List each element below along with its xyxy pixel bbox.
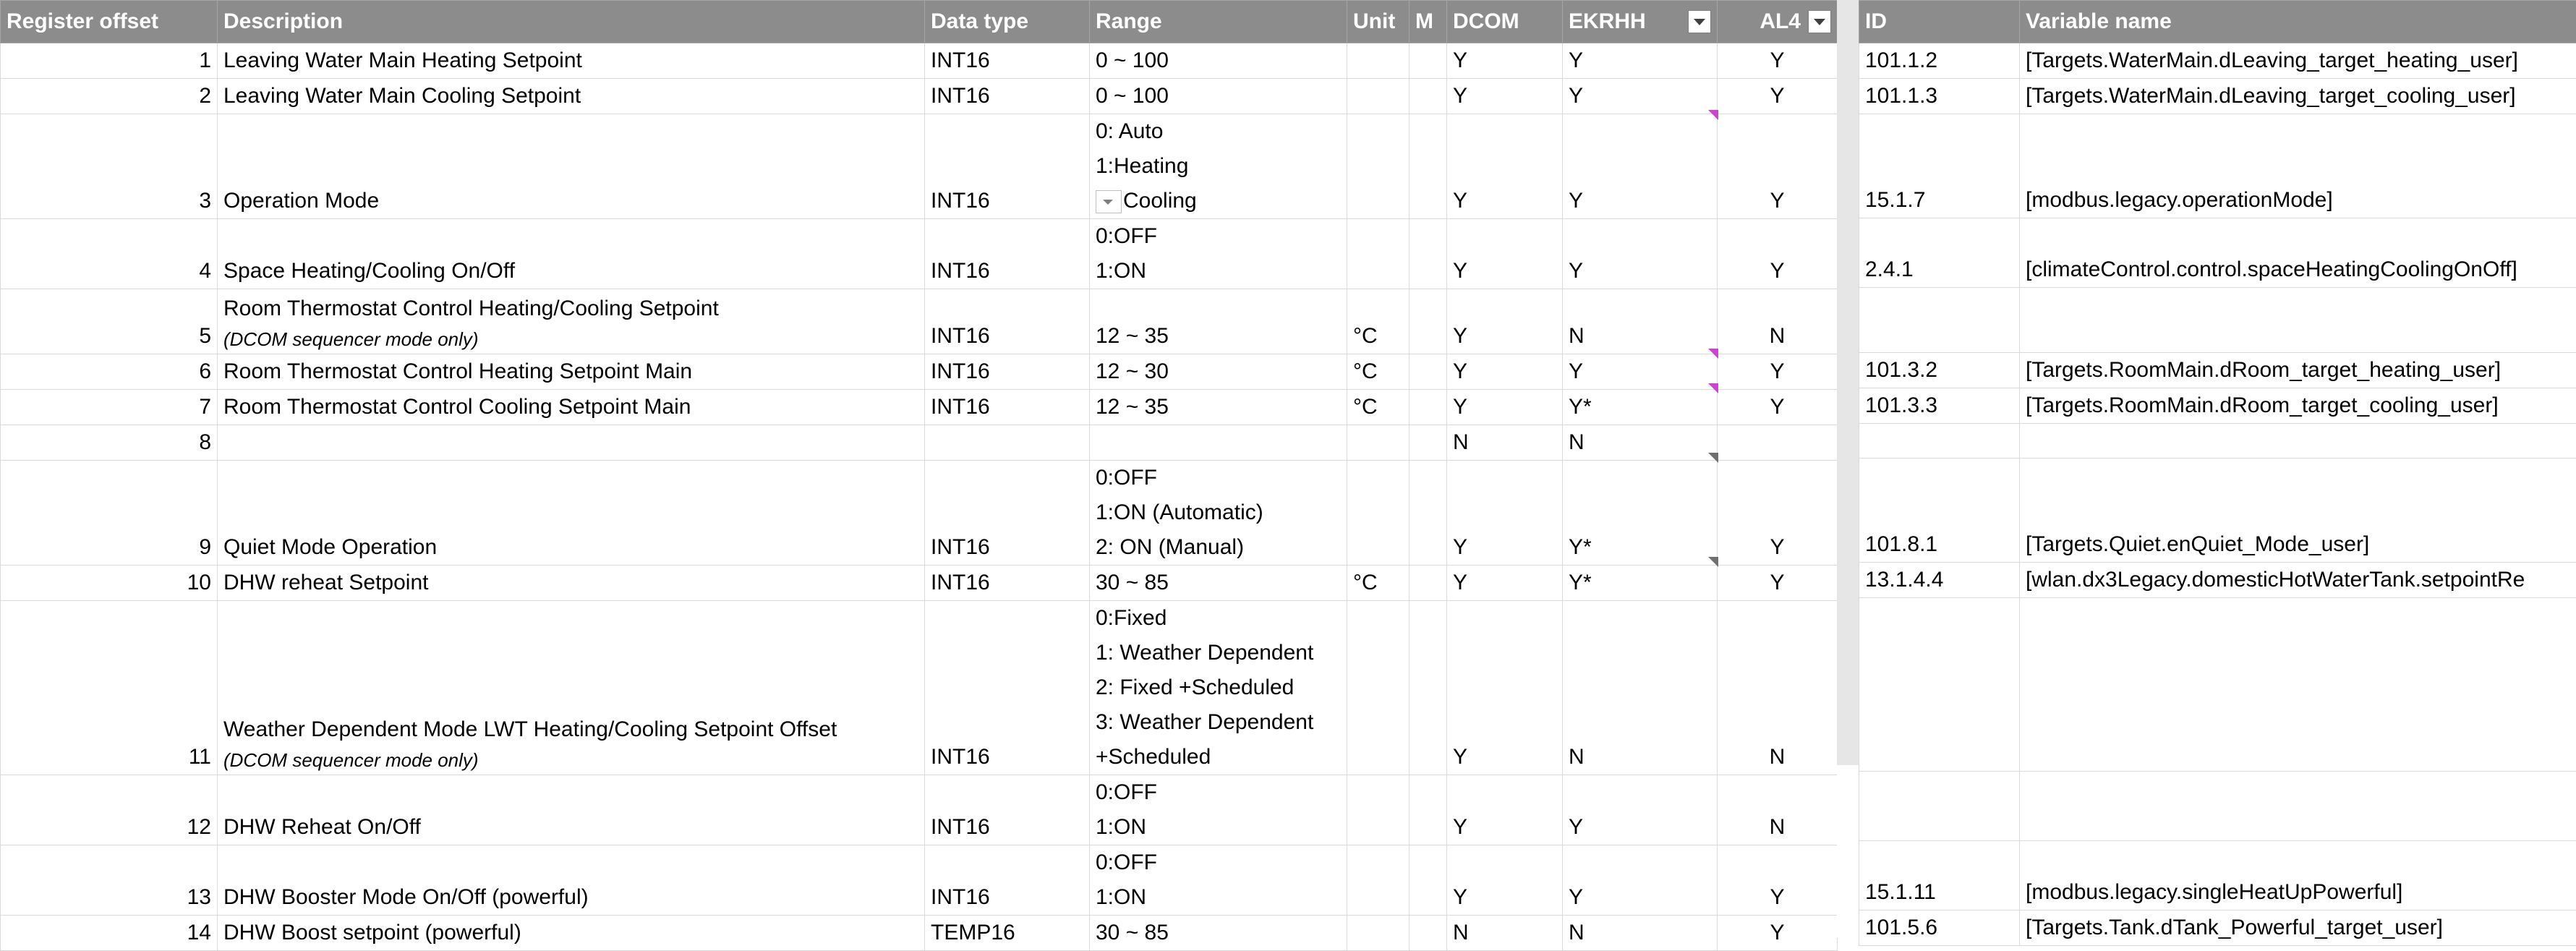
cell-register-offset[interactable]: 13: [1, 845, 218, 916]
filter-dropdown-icon[interactable]: [1808, 10, 1831, 33]
header-row: [1859, 1, 2576, 43]
cell-variable-name[interactable]: [Targets.RoomMain.dRoom_target_cooling_user]: [2020, 388, 2576, 424]
cell-register-offset[interactable]: 11: [1, 601, 218, 775]
table-row: [1, 916, 1838, 951]
cell-register-offset[interactable]: 5: [1, 289, 218, 354]
cell-range[interactable]: [1090, 916, 1347, 951]
cell-range[interactable]: [1090, 79, 1347, 114]
cell-al4[interactable]: Y: [1718, 390, 1838, 425]
cell-m[interactable]: [1409, 845, 1447, 916]
table-row: [1859, 43, 2576, 79]
cell-unit[interactable]: °C: [1347, 354, 1409, 390]
cell-id[interactable]: 101.8.1: [1859, 459, 2020, 563]
cell-id[interactable]: 101.5.6: [1859, 911, 2020, 946]
filter-dropdown-icon[interactable]: [1688, 10, 1711, 33]
cell-variable-name[interactable]: [modbus.legacy.operationMode]: [2020, 114, 2576, 218]
range-line: 2: ON (Manual): [1096, 530, 1341, 565]
cell-dropdown-icon[interactable]: [1096, 190, 1122, 213]
table-row: [1859, 459, 2576, 563]
cell-unit[interactable]: [1347, 114, 1409, 219]
cell-variable-name[interactable]: [2020, 598, 2576, 772]
table-row: [1859, 598, 2576, 772]
cell-variable-name[interactable]: [2020, 424, 2576, 459]
cell-data-type[interactable]: INT16: [925, 43, 1090, 79]
cell-ekrhh[interactable]: N: [1563, 289, 1718, 354]
cell-id[interactable]: [1859, 772, 2020, 841]
cell-data-type[interactable]: INT16: [925, 461, 1090, 566]
cell-description[interactable]: Leaving Water Main Cooling Setpoint: [218, 79, 925, 114]
cell-description[interactable]: Space Heating/Cooling On/Off: [218, 219, 925, 289]
table-row: [1, 43, 1838, 79]
cell-unit[interactable]: [1347, 775, 1409, 845]
cell-ekrhh[interactable]: Y*: [1563, 566, 1718, 601]
comment-indicator[interactable]: [1708, 110, 1718, 120]
cell-ekrhh[interactable]: Y*: [1563, 461, 1718, 566]
comment-indicator[interactable]: [1708, 383, 1718, 393]
range-line: +Scheduled: [1096, 740, 1341, 775]
table-row: [1, 114, 1838, 219]
cell-variable-name[interactable]: [Targets.WaterMain.dLeaving_target_cooling_user]: [2020, 79, 2576, 114]
range-line-text: Cooling: [1123, 189, 1197, 213]
cell-variable-name[interactable]: [2020, 772, 2576, 841]
table-row: [1, 845, 1838, 916]
cell-dcom[interactable]: Y: [1447, 219, 1563, 289]
cell-register-offset[interactable]: 12: [1, 775, 218, 845]
table-row: [1, 390, 1838, 425]
cell-id[interactable]: 15.1.11: [1859, 841, 2020, 911]
cell-description[interactable]: DHW Boost setpoint (powerful): [218, 916, 925, 951]
cell-register-offset[interactable]: 3: [1, 114, 218, 219]
cell-dcom[interactable]: N: [1447, 916, 1563, 951]
cell-m[interactable]: [1409, 916, 1447, 951]
table-row: [1859, 288, 2576, 353]
cell-unit[interactable]: [1347, 79, 1409, 114]
cell-description[interactable]: Room Thermostat Control Cooling Setpoint Main: [218, 390, 925, 425]
table-row: [1859, 841, 2576, 911]
table-row: [1859, 911, 2576, 946]
header-row: [1, 1, 1838, 43]
table-row: [1, 425, 1838, 461]
cell-range[interactable]: [1090, 354, 1347, 390]
table-row: [1859, 424, 2576, 459]
table-row: [1, 219, 1838, 289]
cell-range[interactable]: [1090, 219, 1347, 289]
cell-description[interactable]: DHW Reheat On/Off: [218, 775, 925, 845]
range-line: 12 ~ 35: [1096, 390, 1341, 425]
cell-unit[interactable]: [1347, 461, 1409, 566]
table-row: [1859, 353, 2576, 388]
cell-variable-name[interactable]: [climateControl.control.spaceHeatingCoolingOnOff]: [2020, 218, 2576, 288]
table-row: [1, 566, 1838, 601]
hidden-columns-gap: [1837, 0, 1859, 765]
range-line: 1:Heating: [1096, 149, 1341, 184]
cell-range[interactable]: [1090, 289, 1347, 354]
col-header-data-type[interactable]: Data type: [925, 1, 1090, 43]
cell-dcom[interactable]: Y: [1447, 566, 1563, 601]
range-line: 12 ~ 35: [1096, 319, 1341, 354]
cell-description[interactable]: DHW Booster Mode On/Off (powerful): [218, 845, 925, 916]
cell-unit[interactable]: °C: [1347, 566, 1409, 601]
cell-data-type[interactable]: INT16: [925, 79, 1090, 114]
table-row: [1, 775, 1838, 845]
cell-range[interactable]: [1090, 775, 1347, 845]
cell-variable-name[interactable]: [Targets.RoomMain.dRoom_target_heating_user]: [2020, 353, 2576, 388]
range-line: 1:ON (Automatic): [1096, 495, 1341, 530]
description-text: Weather Dependent Mode LWT Heating/Cooling Setpoint Offset: [223, 714, 918, 746]
cell-m[interactable]: [1409, 566, 1447, 601]
cell-m[interactable]: [1409, 114, 1447, 219]
range-line: 0:OFF: [1096, 845, 1341, 880]
cell-data-type[interactable]: INT16: [925, 114, 1090, 219]
cell-data-type[interactable]: INT16: [925, 289, 1090, 354]
cell-dcom[interactable]: Y: [1447, 289, 1563, 354]
al4-label: AL4: [1723, 4, 1801, 39]
cell-al4[interactable]: Y: [1718, 845, 1838, 916]
cell-variable-name[interactable]: [wlan.dx3Legacy.domesticHotWaterTank.setpointRe: [2020, 563, 2576, 598]
range-line: 30 ~ 85: [1096, 566, 1341, 600]
cell-id[interactable]: 101.1.2: [1859, 43, 2020, 79]
range-line: 2: Fixed +Scheduled: [1096, 670, 1341, 705]
cell-m[interactable]: [1409, 425, 1447, 461]
col-header-al4[interactable]: [1718, 1, 1838, 43]
table-row: [1859, 79, 2576, 114]
cell-ekrhh[interactable]: Y: [1563, 79, 1718, 114]
cell-id[interactable]: 101.1.3: [1859, 79, 2020, 114]
cell-register-offset[interactable]: 14: [1, 916, 218, 951]
cell-dcom[interactable]: N: [1447, 425, 1563, 461]
table-row: [1, 461, 1838, 566]
cell-dcom[interactable]: Y: [1447, 461, 1563, 566]
cell-dcom[interactable]: Y: [1447, 390, 1563, 425]
cell-id[interactable]: 2.4.1: [1859, 218, 2020, 288]
table-row: [1, 601, 1838, 775]
cell-data-type[interactable]: INT16: [925, 775, 1090, 845]
cell-range[interactable]: [1090, 114, 1347, 219]
cell-data-type[interactable]: INT16: [925, 566, 1090, 601]
cell-ekrhh[interactable]: N: [1563, 425, 1718, 461]
range-line: 0 ~ 100: [1096, 79, 1341, 114]
cell-data-type[interactable]: INT16: [925, 601, 1090, 775]
cell-m[interactable]: [1409, 601, 1447, 775]
cell-register-offset[interactable]: 4: [1, 219, 218, 289]
cell-id[interactable]: 15.1.7: [1859, 114, 2020, 218]
cell-id[interactable]: [1859, 424, 2020, 459]
cell-al4[interactable]: Y: [1718, 916, 1838, 951]
cell-ekrhh[interactable]: Y: [1563, 114, 1718, 219]
table-row: [1859, 218, 2576, 288]
table-row: [1859, 388, 2576, 424]
cell-m[interactable]: [1409, 79, 1447, 114]
table-row: [1, 289, 1838, 354]
cell-ekrhh[interactable]: Y*: [1563, 390, 1718, 425]
cell-al4[interactable]: N: [1718, 289, 1838, 354]
cell-unit[interactable]: °C: [1347, 390, 1409, 425]
cell-ekrhh[interactable]: N: [1563, 916, 1718, 951]
range-line: 0: Auto: [1096, 114, 1341, 149]
table-row: [1859, 772, 2576, 841]
cell-unit[interactable]: [1347, 219, 1409, 289]
cell-register-offset[interactable]: 7: [1, 390, 218, 425]
cell-data-type[interactable]: INT16: [925, 390, 1090, 425]
cell-register-offset[interactable]: 8: [1, 425, 218, 461]
cell-description[interactable]: DHW reheat Setpoint: [218, 566, 925, 601]
cell-data-type[interactable]: INT16: [925, 845, 1090, 916]
range-line: 30 ~ 85: [1096, 916, 1341, 950]
cell-m[interactable]: [1409, 461, 1447, 566]
col-header-unit[interactable]: Unit: [1347, 1, 1409, 43]
cell-data-type[interactable]: INT16: [925, 354, 1090, 390]
table-row: [1, 79, 1838, 114]
cell-m[interactable]: [1409, 390, 1447, 425]
cell-dcom[interactable]: Y: [1447, 354, 1563, 390]
cell-range[interactable]: [1090, 461, 1347, 566]
cell-register-offset[interactable]: 2: [1, 79, 218, 114]
table-row: [1, 354, 1838, 390]
cell-range[interactable]: [1090, 845, 1347, 916]
table-row: [1859, 114, 2576, 218]
col-header-dcom[interactable]: DCOM: [1447, 1, 1563, 43]
cell-unit[interactable]: [1347, 43, 1409, 79]
cell-data-type[interactable]: [925, 425, 1090, 461]
description-note: (DCOM sequencer mode only): [223, 746, 918, 775]
cell-register-offset[interactable]: 10: [1, 566, 218, 601]
cell-variable-name[interactable]: [Targets.WaterMain.dLeaving_target_heating_user]: [2020, 43, 2576, 79]
range-line: 0:Fixed: [1096, 601, 1341, 636]
cell-al4[interactable]: Y: [1718, 43, 1838, 79]
cell-dcom[interactable]: Y: [1447, 43, 1563, 79]
variable-table: [1859, 0, 2576, 946]
cell-dcom[interactable]: Y: [1447, 775, 1563, 845]
cell-al4[interactable]: Y: [1718, 219, 1838, 289]
range-line: 3: Weather Dependent: [1096, 705, 1341, 740]
cell-description[interactable]: [218, 289, 925, 354]
cell-m[interactable]: [1409, 289, 1447, 354]
cell-al4[interactable]: N: [1718, 775, 1838, 845]
cell-al4[interactable]: Y: [1718, 566, 1838, 601]
description-text: Room Thermostat Control Heating/Cooling Setpoint: [223, 293, 918, 325]
cell-unit[interactable]: [1347, 601, 1409, 775]
cell-description[interactable]: Leaving Water Main Heating Setpoint: [218, 43, 925, 79]
description-note: (DCOM sequencer mode only): [223, 325, 918, 354]
range-line: 1: Weather Dependent: [1096, 636, 1341, 670]
cell-unit[interactable]: °C: [1347, 289, 1409, 354]
cell-al4[interactable]: Y: [1718, 461, 1838, 566]
cell-unit[interactable]: [1347, 845, 1409, 916]
cell-description[interactable]: Operation Mode: [218, 114, 925, 219]
col-header-m[interactable]: M: [1409, 1, 1447, 43]
range-line: [1096, 184, 1341, 218]
cell-range[interactable]: [1090, 43, 1347, 79]
cell-ekrhh[interactable]: Y: [1563, 219, 1718, 289]
cell-m[interactable]: [1409, 775, 1447, 845]
cell-dcom[interactable]: Y: [1447, 845, 1563, 916]
col-header-register-offset[interactable]: Register offset: [1, 1, 218, 43]
cell-variable-name[interactable]: [2020, 288, 2576, 353]
cell-description[interactable]: [218, 425, 925, 461]
cell-ekrhh[interactable]: Y: [1563, 775, 1718, 845]
comment-indicator[interactable]: [1708, 453, 1718, 463]
cell-dcom[interactable]: Y: [1447, 601, 1563, 775]
comment-indicator[interactable]: [1708, 349, 1718, 359]
range-line: 0:OFF: [1096, 775, 1341, 810]
range-line: 1:ON: [1096, 810, 1341, 845]
cell-variable-name[interactable]: [Targets.Tank.dTank_Powerful_target_user]: [2020, 911, 2576, 946]
range-line: 12 ~ 30: [1096, 354, 1341, 389]
cell-id[interactable]: 101.3.3: [1859, 388, 2020, 424]
range-line: 1:ON: [1096, 254, 1341, 289]
col-header-range[interactable]: Range: [1090, 1, 1347, 43]
cell-m[interactable]: [1409, 354, 1447, 390]
cell-ekrhh[interactable]: Y: [1563, 845, 1718, 916]
cell-al4[interactable]: N: [1718, 601, 1838, 775]
cell-data-type[interactable]: TEMP16: [925, 916, 1090, 951]
cell-id[interactable]: [1859, 598, 2020, 772]
cell-dcom[interactable]: Y: [1447, 79, 1563, 114]
cell-ekrhh[interactable]: N: [1563, 601, 1718, 775]
cell-description[interactable]: Quiet Mode Operation: [218, 461, 925, 566]
ekrhh-label: EKRHH: [1569, 4, 1646, 39]
range-line: 1:ON: [1096, 880, 1341, 915]
cell-range[interactable]: [1090, 390, 1347, 425]
cell-variable-name[interactable]: [Targets.Quiet.enQuiet_Mode_user]: [2020, 459, 2576, 563]
cell-al4[interactable]: Y: [1718, 79, 1838, 114]
cell-id[interactable]: 101.3.2: [1859, 353, 2020, 388]
cell-range[interactable]: [1090, 601, 1347, 775]
cell-range[interactable]: [1090, 566, 1347, 601]
cell-id[interactable]: 13.1.4.4: [1859, 563, 2020, 598]
cell-m[interactable]: [1409, 219, 1447, 289]
cell-unit[interactable]: [1347, 916, 1409, 951]
blank-gap: [1837, 765, 1859, 938]
cell-id[interactable]: [1859, 288, 2020, 353]
cell-al4[interactable]: [1718, 425, 1838, 461]
cell-description[interactable]: [218, 601, 925, 775]
col-header-description[interactable]: Description: [218, 1, 925, 43]
cell-data-type[interactable]: INT16: [925, 219, 1090, 289]
table-row: [1859, 563, 2576, 598]
cell-unit[interactable]: [1347, 425, 1409, 461]
cell-register-offset[interactable]: 6: [1, 354, 218, 390]
range-line: 0:OFF: [1096, 461, 1341, 495]
col-header-id[interactable]: ID: [1859, 1, 2020, 43]
col-header-variable-name[interactable]: Variable name: [2020, 1, 2576, 43]
cell-description[interactable]: Room Thermostat Control Heating Setpoint Main: [218, 354, 925, 390]
range-line: 0 ~ 100: [1096, 43, 1341, 78]
col-header-ekrhh[interactable]: [1563, 1, 1718, 43]
comment-indicator[interactable]: [1708, 557, 1718, 567]
cell-ekrhh[interactable]: Y: [1563, 354, 1718, 390]
cell-m[interactable]: [1409, 43, 1447, 79]
cell-range[interactable]: [1090, 425, 1347, 461]
cell-ekrhh[interactable]: Y: [1563, 43, 1718, 79]
cell-register-offset[interactable]: 9: [1, 461, 218, 566]
cell-register-offset[interactable]: 1: [1, 43, 218, 79]
cell-al4[interactable]: Y: [1718, 114, 1838, 219]
cell-variable-name[interactable]: [modbus.legacy.singleHeatUpPowerful]: [2020, 841, 2576, 911]
cell-dcom[interactable]: Y: [1447, 114, 1563, 219]
cell-al4[interactable]: Y: [1718, 354, 1838, 390]
range-line: 0:OFF: [1096, 219, 1341, 254]
